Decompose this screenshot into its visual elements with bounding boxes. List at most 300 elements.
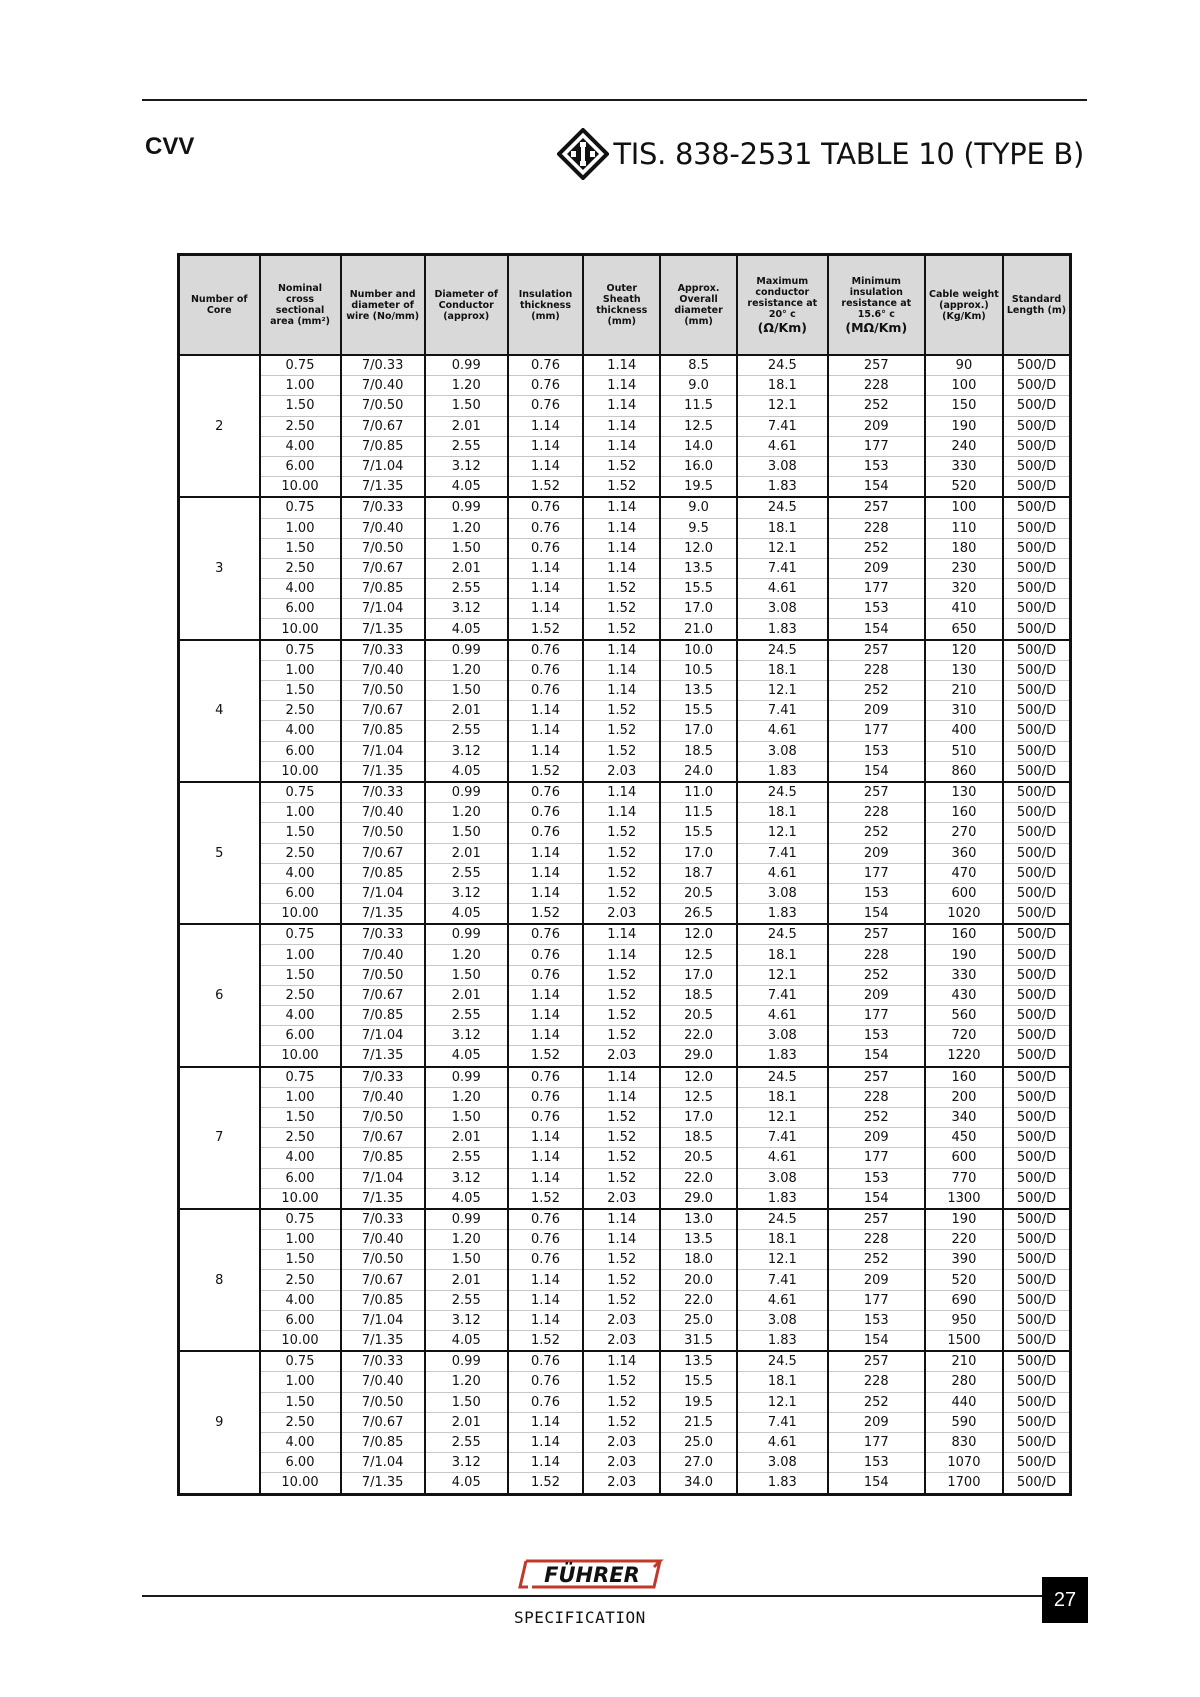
table-cell: 2.03 [583,761,660,782]
table-cell: 1.14 [583,945,660,965]
table-cell: 0.76 [508,924,584,945]
core-count-cell: 7 [179,1067,260,1209]
table-row [179,863,1071,883]
column-header-label: Number of Core [190,294,248,316]
page-number: 27 [1042,1577,1088,1623]
table-cell: 7/0.33 [341,924,425,945]
table-cell: 22.0 [660,1026,737,1046]
table-cell: 21.5 [660,1412,737,1432]
table-cell: 1.52 [508,1473,584,1494]
table-cell: 9.5 [660,518,737,538]
table-cell: 209 [828,416,925,436]
table-cell: 18.1 [737,1372,828,1392]
table-cell: 0.76 [508,1087,584,1107]
table-cell: 7/1.04 [341,741,425,761]
table-cell: 12.5 [660,416,737,436]
table-cell: 15.5 [660,1372,737,1392]
table-row [179,1230,1071,1250]
table-cell: 500/D [1003,843,1071,863]
core-count-cell: 5 [179,782,260,924]
table-cell: 1.50 [425,1392,508,1412]
table-cell: 1020 [925,904,1003,925]
standard-title: TIS. 838-2531 TABLE 10 (TYPE B) [613,137,1084,171]
table-cell: 500/D [1003,1168,1071,1188]
table-row [179,396,1071,416]
table-cell: 190 [925,1209,1003,1230]
table-cell: 1.14 [583,376,660,396]
table-row [179,1412,1071,1432]
table-cell: 177 [828,721,925,741]
table-cell: 7/1.35 [341,761,425,782]
table-cell: 7/0.67 [341,1270,425,1290]
table-cell: 1.50 [260,823,341,843]
core-count-cell: 4 [179,640,260,782]
table-cell: 1.50 [425,823,508,843]
table-cell: 440 [925,1392,1003,1412]
table-row [179,579,1071,599]
table-cell: 25.0 [660,1310,737,1330]
table-cell: 2.50 [260,1128,341,1148]
table-cell: 1.52 [583,1128,660,1148]
table-cell: 400 [925,721,1003,741]
table-cell: 950 [925,1310,1003,1330]
table-cell: 0.75 [260,355,341,376]
table-cell: 0.76 [508,640,584,661]
table-cell: 500/D [1003,721,1071,741]
table-cell: 1.50 [425,538,508,558]
column-header-label: Maximum conductor resistance at 20° c [747,275,818,320]
table-row [179,1209,1071,1230]
table-cell: 12.5 [660,1087,737,1107]
table-row [179,1310,1071,1330]
table-cell: 500/D [1003,782,1071,803]
table-cell: 330 [925,965,1003,985]
table-cell: 500/D [1003,1006,1071,1026]
table-cell: 500/D [1003,1310,1071,1330]
table-cell: 153 [828,741,925,761]
table-row [179,1290,1071,1310]
table-cell: 20.5 [660,1006,737,1026]
table-cell: 6.00 [260,599,341,619]
table-row [179,619,1071,640]
table-cell: 650 [925,619,1003,640]
table-cell: 3.08 [737,599,828,619]
table-cell: 340 [925,1107,1003,1127]
table-cell: 1.52 [583,721,660,741]
table-cell: 1.52 [583,1270,660,1290]
table-cell: 0.75 [260,782,341,803]
table-cell: 10.00 [260,619,341,640]
table-cell: 500/D [1003,1372,1071,1392]
table-cell: 24.5 [737,1351,828,1372]
table-cell: 1.14 [508,863,584,883]
table-row [179,436,1071,456]
table-cell: 500/D [1003,741,1071,761]
table-cell: 18.1 [737,803,828,823]
table-cell: 0.76 [508,681,584,701]
table-cell: 7/0.50 [341,1392,425,1412]
table-cell: 17.0 [660,721,737,741]
table-cell: 2.50 [260,1270,341,1290]
core-count-cell: 8 [179,1209,260,1351]
table-cell: 7/0.40 [341,1087,425,1107]
table-cell: 500/D [1003,518,1071,538]
table-cell: 1.50 [260,538,341,558]
table-cell: 7/0.40 [341,518,425,538]
table-cell: 4.61 [737,1006,828,1026]
table-cell: 154 [828,904,925,925]
table-cell: 0.76 [508,538,584,558]
table-cell: 3.08 [737,1453,828,1473]
table-row [179,1392,1071,1412]
table-cell: 7/1.35 [341,477,425,498]
table-cell: 0.76 [508,1209,584,1230]
table-cell: 20.0 [660,1270,737,1290]
table-cell: 7/1.35 [341,1188,425,1209]
table-cell: 1.52 [508,477,584,498]
table-cell: 0.75 [260,640,341,661]
table-cell: 500/D [1003,1250,1071,1270]
table-cell: 500/D [1003,945,1071,965]
column-header-unit: (Ω/Km) [757,319,807,335]
table-cell: 7/0.67 [341,843,425,863]
table-cell: 18.5 [660,741,737,761]
standard-header [557,128,1084,180]
column-header-unit: (MΩ/Km) [845,319,908,335]
table-cell: 4.00 [260,579,341,599]
table-cell: 1.50 [260,1250,341,1270]
table-cell: 7/0.40 [341,945,425,965]
table-cell: 0.99 [425,640,508,661]
table-cell: 160 [925,924,1003,945]
table-cell: 4.00 [260,1148,341,1168]
table-cell: 1.14 [508,1432,584,1452]
table-cell: 1.83 [737,1331,828,1352]
table-cell: 2.03 [583,1331,660,1352]
table-cell: 20.5 [660,883,737,903]
table-cell: 1.14 [583,1087,660,1107]
column-header [425,255,508,356]
column-header [583,255,660,356]
table-cell: 1.50 [425,1250,508,1270]
table-cell: 1.14 [583,681,660,701]
table-cell: 1.83 [737,1188,828,1209]
table-cell: 500/D [1003,579,1071,599]
table-cell: 90 [925,355,1003,376]
table-cell: 180 [925,538,1003,558]
table-cell: 500/D [1003,456,1071,476]
table-cell: 1.14 [508,599,584,619]
table-cell: 500/D [1003,538,1071,558]
table-cell: 160 [925,1067,1003,1088]
table-cell: 0.75 [260,1209,341,1230]
table-cell: 7/0.33 [341,1209,425,1230]
table-cell: 500/D [1003,904,1071,925]
table-cell: 6.00 [260,1453,341,1473]
table-cell: 10.00 [260,1331,341,1352]
table-cell: 228 [828,803,925,823]
table-cell: 1.14 [508,843,584,863]
table-row [179,965,1071,985]
table-cell: 500/D [1003,1270,1071,1290]
table-row [179,945,1071,965]
table-cell: 6.00 [260,1168,341,1188]
table-row [179,883,1071,903]
table-cell: 18.0 [660,1250,737,1270]
table-cell: 6.00 [260,1026,341,1046]
table-cell: 500/D [1003,497,1071,518]
table-cell: 500/D [1003,1392,1071,1412]
table-row [179,782,1071,803]
table-cell: 7/0.50 [341,1250,425,1270]
table-cell: 228 [828,1372,925,1392]
table-cell: 1.50 [425,965,508,985]
table-cell: 1070 [925,1453,1003,1473]
table-cell: 252 [828,965,925,985]
table-cell: 154 [828,1331,925,1352]
table-cell: 4.61 [737,863,828,883]
table-cell: 500/D [1003,1026,1071,1046]
table-cell: 24.5 [737,497,828,518]
table-cell: 18.1 [737,945,828,965]
table-cell: 2.55 [425,1432,508,1452]
table-cell: 1.52 [583,1250,660,1270]
table-row [179,904,1071,925]
table-cell: 4.05 [425,477,508,498]
table-cell: 1.50 [425,396,508,416]
table-cell: 4.61 [737,1290,828,1310]
table-cell: 4.05 [425,904,508,925]
table-cell: 500/D [1003,1209,1071,1230]
table-cell: 1.52 [508,761,584,782]
column-header-label: Standard Length (m) [1006,294,1067,316]
table-cell: 3.12 [425,456,508,476]
table-cell: 500/D [1003,1331,1071,1352]
table-row [179,477,1071,498]
table-cell: 1.20 [425,803,508,823]
table-cell: 1.14 [583,1230,660,1250]
table-cell: 2.55 [425,1290,508,1310]
table-cell: 7/1.35 [341,1046,425,1067]
table-header-row [179,255,1071,356]
table-cell: 100 [925,376,1003,396]
table-cell: 2.03 [583,1188,660,1209]
table-row [179,456,1071,476]
table-cell: 500/D [1003,701,1071,721]
table-cell: 4.05 [425,1331,508,1352]
table-cell: 257 [828,782,925,803]
table-cell: 360 [925,843,1003,863]
footer-label: SPECIFICATION [514,1608,646,1627]
table-row [179,681,1071,701]
table-cell: 1.14 [583,558,660,578]
table-cell: 3.08 [737,1026,828,1046]
table-cell: 1.83 [737,904,828,925]
table-cell: 690 [925,1290,1003,1310]
table-cell: 3.08 [737,456,828,476]
table-row [179,416,1071,436]
table-cell: 4.61 [737,1432,828,1452]
table-row [179,721,1071,741]
table-row [179,1067,1071,1088]
table-cell: 3.12 [425,1310,508,1330]
table-cell: 1.52 [583,1148,660,1168]
table-cell: 3.08 [737,741,828,761]
table-cell: 153 [828,1453,925,1473]
table-row [179,1473,1071,1494]
table-cell: 1.14 [583,660,660,680]
top-rule [142,99,1087,101]
table-cell: 18.1 [737,376,828,396]
table-cell: 4.00 [260,721,341,741]
table-cell: 130 [925,660,1003,680]
table-row [179,761,1071,782]
table-cell: 13.5 [660,1351,737,1372]
table-cell: 1.52 [583,823,660,843]
table-cell: 7.41 [737,558,828,578]
table-cell: 500/D [1003,1351,1071,1372]
table-cell: 12.1 [737,681,828,701]
table-cell: 154 [828,477,925,498]
table-row [179,1250,1071,1270]
core-count-cell: 3 [179,497,260,639]
table-cell: 110 [925,518,1003,538]
table-cell: 2.01 [425,1128,508,1148]
table-cell: 2.55 [425,1148,508,1168]
table-cell: 257 [828,1351,925,1372]
table-cell: 7/0.67 [341,1128,425,1148]
table-cell: 2.50 [260,1412,341,1432]
table-cell: 7.41 [737,701,828,721]
table-cell: 16.0 [660,456,737,476]
table-cell: 257 [828,497,925,518]
table-cell: 2.50 [260,843,341,863]
table-cell: 7.41 [737,416,828,436]
table-cell: 2.01 [425,843,508,863]
table-cell: 1.14 [508,558,584,578]
table-cell: 27.0 [660,1453,737,1473]
table-cell: 18.1 [737,518,828,538]
table-cell: 1.20 [425,660,508,680]
table-cell: 2.03 [583,1310,660,1330]
table-cell: 228 [828,660,925,680]
table-cell: 29.0 [660,1188,737,1209]
table-row [179,1107,1071,1127]
table-row [179,1168,1071,1188]
table-cell: 7/0.40 [341,376,425,396]
table-cell: 209 [828,843,925,863]
table-cell: 1.52 [508,1188,584,1209]
table-row [179,985,1071,1005]
table-cell: 1500 [925,1331,1003,1352]
table-cell: 7/0.50 [341,396,425,416]
column-header [660,255,737,356]
table-cell: 2.01 [425,1412,508,1432]
table-row [179,1026,1071,1046]
table-cell: 150 [925,396,1003,416]
table-row [179,823,1071,843]
table-cell: 1.14 [508,1128,584,1148]
table-cell: 31.5 [660,1331,737,1352]
table-cell: 2.01 [425,701,508,721]
table-cell: 7/1.04 [341,1026,425,1046]
table-cell: 2.50 [260,558,341,578]
table-cell: 7/0.85 [341,1432,425,1452]
table-cell: 4.00 [260,1432,341,1452]
table-cell: 7/0.33 [341,1351,425,1372]
table-cell: 10.00 [260,1473,341,1494]
table-cell: 0.76 [508,355,584,376]
table-cell: 7/0.85 [341,721,425,741]
table-cell: 7/1.04 [341,1310,425,1330]
table-cell: 0.75 [260,497,341,518]
table-cell: 860 [925,761,1003,782]
fuhrer-logo-icon [518,1557,668,1591]
table-cell: 500/D [1003,396,1071,416]
table-cell: 6.00 [260,741,341,761]
table-cell: 1.14 [508,721,584,741]
table-cell: 14.0 [660,436,737,456]
table-cell: 2.55 [425,721,508,741]
table-cell: 13.5 [660,558,737,578]
table-cell: 10.5 [660,660,737,680]
table-cell: 1.20 [425,945,508,965]
table-cell: 500/D [1003,1087,1071,1107]
table-cell: 3.12 [425,1026,508,1046]
table-cell: 22.0 [660,1290,737,1310]
table-cell: 17.0 [660,1107,737,1127]
table-cell: 2.50 [260,701,341,721]
table-cell: 7/1.35 [341,1473,425,1494]
column-header-label: Number and diameter of wire (No/mm) [346,288,420,322]
table-cell: 9.0 [660,376,737,396]
table-cell: 200 [925,1087,1003,1107]
table-cell: 10.0 [660,640,737,661]
table-cell: 1.52 [583,985,660,1005]
table-cell: 12.1 [737,396,828,416]
table-cell: 500/D [1003,863,1071,883]
table-cell: 1.00 [260,1372,341,1392]
table-cell: 0.76 [508,1392,584,1412]
table-cell: 270 [925,823,1003,843]
table-cell: 720 [925,1026,1003,1046]
table-cell: 1.14 [583,518,660,538]
table-cell: 7/0.50 [341,823,425,843]
table-cell: 4.61 [737,579,828,599]
table-cell: 120 [925,640,1003,661]
column-header-label: Diameter of Conductor (approx) [434,288,498,322]
table-row [179,1087,1071,1107]
table-cell: 1700 [925,1473,1003,1494]
table-cell: 280 [925,1372,1003,1392]
table-cell: 11.0 [660,782,737,803]
table-cell: 228 [828,1230,925,1250]
table-cell: 1.52 [583,863,660,883]
table-cell: 470 [925,863,1003,883]
table-cell: 500/D [1003,599,1071,619]
table-cell: 1.14 [508,883,584,903]
table-cell: 1.14 [508,741,584,761]
table-cell: 220 [925,1230,1003,1250]
table-row [179,1372,1071,1392]
table-cell: 1220 [925,1046,1003,1067]
table-cell: 1.52 [583,1372,660,1392]
table-row [179,558,1071,578]
table-cell: 1.14 [583,803,660,823]
table-row [179,803,1071,823]
table-cell: 330 [925,456,1003,476]
table-cell: 3.12 [425,883,508,903]
